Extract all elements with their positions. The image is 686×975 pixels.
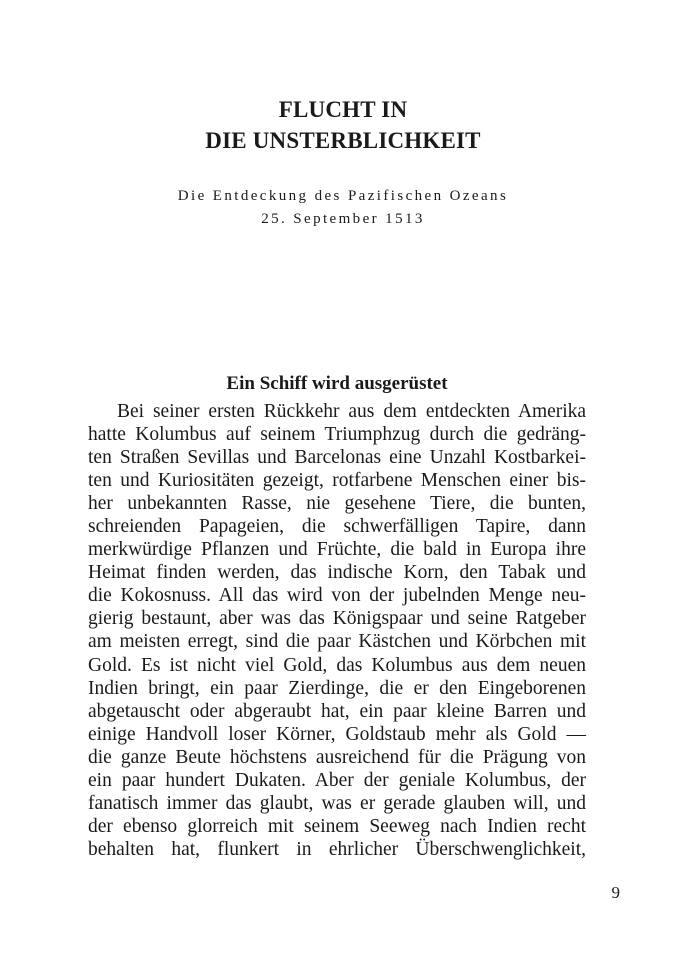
chapter-subtitle-date: 25. September 1513 xyxy=(261,211,425,227)
text-line: Heimat finden werden, das indische Korn, den Tabak und xyxy=(88,562,586,584)
section-heading: Ein Schiff wird ausgerüstet xyxy=(226,373,448,394)
text-line: fanatisch immer das glaubt, was er gerade glauben will, und xyxy=(88,792,586,814)
text-line: ten Straßen Sevillas und Barcelonas eine Unzahl Kostbarkei- xyxy=(88,447,586,469)
body-paragraph xyxy=(88,400,586,861)
text-line: schreienden Papageien, die schwerfälligen Tapire, dann xyxy=(88,516,586,538)
text-line: merkwürdige Pflanzen und Früchte, die bald in Europa ihre xyxy=(88,539,586,561)
page-number: 9 xyxy=(611,883,620,902)
chapter-title-line-2: DIE UNSTERBLICHKEIT xyxy=(205,128,481,153)
chapter-title-line-1: FLUCHT IN xyxy=(278,97,408,122)
text-line: Bei seiner ersten Rückkehr aus dem entdeckten Amerika xyxy=(117,401,586,422)
chapter-subtitle-line-1: Die Entdeckung des Pazifischen Ozeans xyxy=(177,188,509,204)
text-line: die ganze Beute höchstens ausreichend für die Prägung von xyxy=(88,746,586,768)
text-line: einige Handvoll loser Körner, Goldstaub mehr als Gold — xyxy=(88,723,586,745)
text-line: gierig bestaunt, aber was das Königspaar und seine Ratgeber xyxy=(88,608,586,630)
text-line: abgetauscht oder abgeraubt hat, ein paar kleine Barren und xyxy=(88,700,586,722)
text-line: die Kokosnuss. All das wird von der jubelnden Menge neu- xyxy=(88,585,586,607)
chapter-subtitle xyxy=(0,185,686,231)
text-line: am meisten erregt, sind die paar Kästchen und Körbchen mit xyxy=(88,631,586,653)
text-line: ein paar hundert Dukaten. Aber der geniale Kolumbus, der xyxy=(88,769,586,791)
text-line: ten und Kuriositäten gezeigt, rotfarbene Menschen einer bis- xyxy=(88,470,586,492)
text-line: her unbekannten Rasse, nie gesehene Tiere, die bunten, xyxy=(88,493,586,515)
text-line: hatte Kolumbus auf seinem Triumphzug durch die gedräng- xyxy=(88,424,586,446)
text-line: behalten hat, flunkert in ehrlicher Überschwenglichkeit, xyxy=(88,838,586,860)
text-line: Gold. Es ist nicht viel Gold, das Kolumbus aus dem neuen xyxy=(88,654,586,676)
text-line: der ebenso glorreich mit seinem Seeweg nach Indien recht xyxy=(88,815,586,837)
text-line: Indien bringt, ein paar Zierdinge, die er den Eingeborenen xyxy=(88,677,586,699)
chapter-title xyxy=(0,94,686,156)
